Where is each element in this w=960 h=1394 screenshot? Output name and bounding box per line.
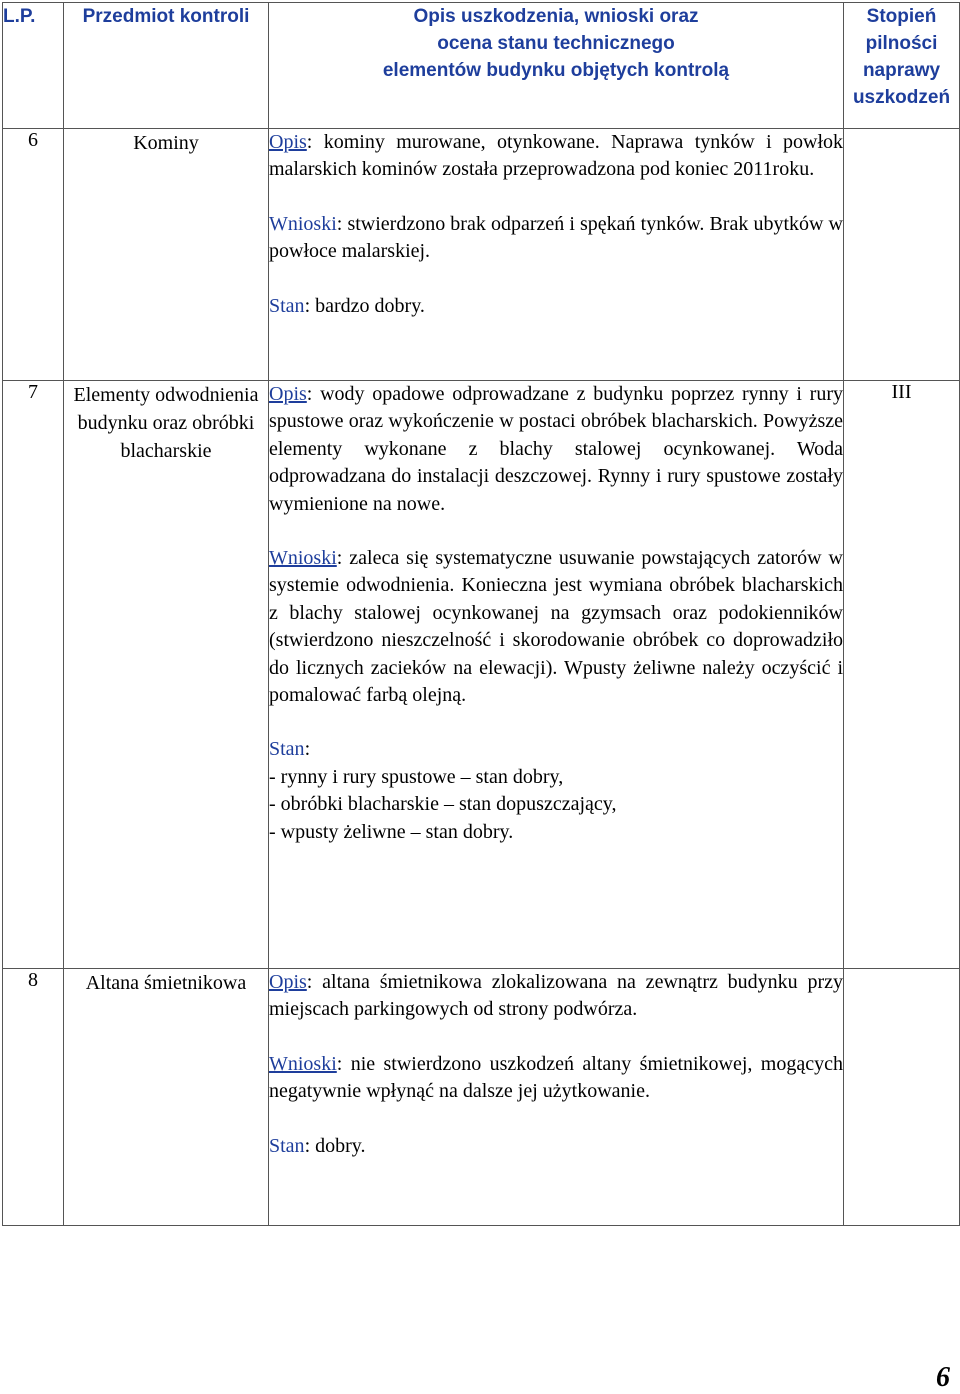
header-degree-line: Stopień bbox=[866, 6, 937, 27]
wnioski-paragraph bbox=[269, 545, 843, 709]
row-description bbox=[269, 381, 844, 969]
header-degree-line: naprawy bbox=[862, 60, 941, 81]
header-degree-line: uszkodzeń bbox=[852, 87, 951, 108]
stan-text: : dobry. bbox=[304, 1134, 366, 1157]
opis-text: : wody opadowe odprowadzane z budynku poprzez rynny i rury spustowe oraz wykończenie w postaci obróbek blacharskich. Powyższe elementy wykonane z blachy stalowej ocynkowanej. Woda odprowadzana do instalacji deszczowej. Rynny i rury spustowe zostały wymienione na nowe. bbox=[269, 383, 843, 515]
row-number: 8 bbox=[3, 969, 64, 1226]
stan-paragraph bbox=[269, 1133, 843, 1160]
wnioski-text: : zaleca się systematyczne usuwanie powstających zatorów w systemie odwodnienia. Konieczna jest wymiana obróbek blacharskich z blachy stalowej ocynkowanej na gzymsach oraz podokienników (stwierdzono nieszczelność i skorodowanie obróbek co doprowadziło do licznych zacieków na elewacji). Wpusty żeliwne należy oczyścić i pomalować farbą olejną. bbox=[269, 547, 843, 707]
stan-item: - rynny i rury spustowe – stan dobry, bbox=[269, 765, 564, 788]
row-subject: Kominy bbox=[64, 129, 269, 381]
header-description bbox=[269, 3, 844, 129]
stan-item: - wpusty żeliwne – stan dobry. bbox=[269, 820, 514, 843]
opis-text: : kominy murowane, otynkowane. Naprawa tynków i powłok malarskich kominów została przeprowadzona pod koniec 2011roku. bbox=[269, 131, 843, 181]
header-description-line: elementów budynku objętych kontrolą bbox=[382, 60, 730, 81]
table-row bbox=[3, 969, 960, 1226]
header-row bbox=[3, 3, 960, 129]
row-degree: III bbox=[844, 381, 960, 969]
row-description bbox=[269, 129, 844, 381]
header-description-line: Opis uszkodzenia, wnioski oraz bbox=[413, 6, 699, 27]
header-subject: Przedmiot kontroli bbox=[64, 3, 269, 129]
stan-label: Stan bbox=[269, 294, 305, 317]
header-lp: L.P. bbox=[3, 3, 64, 129]
inspection-table bbox=[2, 2, 960, 1226]
table-row bbox=[3, 381, 960, 969]
header-degree bbox=[844, 3, 960, 129]
opis-label: Opis bbox=[269, 131, 307, 153]
opis-paragraph bbox=[269, 129, 843, 184]
header-degree-line: pilności bbox=[865, 33, 938, 54]
table-row bbox=[3, 129, 960, 381]
opis-paragraph bbox=[269, 381, 843, 518]
stan-text: : bardzo dobry. bbox=[304, 294, 425, 317]
opis-label: Opis bbox=[269, 971, 307, 993]
wnioski-text: : nie stwierdzono uszkodzeń altany śmietnikowej, mogących negatywnie wpłynąć na dalsze jej użytkowanie. bbox=[269, 1052, 843, 1103]
row-subject: Altana śmietnikowa bbox=[64, 969, 269, 1226]
opis-paragraph bbox=[269, 969, 843, 1024]
row-degree bbox=[844, 969, 960, 1226]
stan-label: Stan bbox=[269, 1134, 305, 1157]
stan-paragraph bbox=[269, 736, 843, 846]
row-degree bbox=[844, 129, 960, 381]
stan-text: : bbox=[304, 738, 311, 761]
opis-text: : altana śmietnikowa zlokalizowana na zewnątrz budynku przy miejscach parkingowych od strony podwórza. bbox=[269, 971, 843, 1021]
wnioski-paragraph bbox=[269, 1051, 843, 1106]
stan-item: - obróbki blacharskie – stan dopuszczający, bbox=[269, 793, 617, 816]
opis-label: Opis bbox=[269, 383, 307, 405]
header-description-line: ocena stanu technicznego bbox=[437, 33, 675, 54]
wnioski-text: : stwierdzono brak odparzeń i spękań tynków. Brak ubytków w powłoce malarskiej. bbox=[269, 212, 843, 263]
row-number: 6 bbox=[3, 129, 64, 381]
wnioski-label: Wnioski bbox=[269, 547, 337, 570]
row-subject: Elementy odwodnienia budynku oraz obróbki blacharskie bbox=[64, 381, 269, 969]
stan-label: Stan bbox=[269, 738, 305, 761]
row-description bbox=[269, 969, 844, 1226]
stan-paragraph bbox=[269, 293, 843, 320]
wnioski-paragraph bbox=[269, 211, 843, 266]
row-number: 7 bbox=[3, 381, 64, 969]
wnioski-label: Wnioski bbox=[269, 212, 337, 235]
page-number: 6 bbox=[936, 1362, 950, 1393]
wnioski-label: Wnioski bbox=[269, 1052, 337, 1075]
